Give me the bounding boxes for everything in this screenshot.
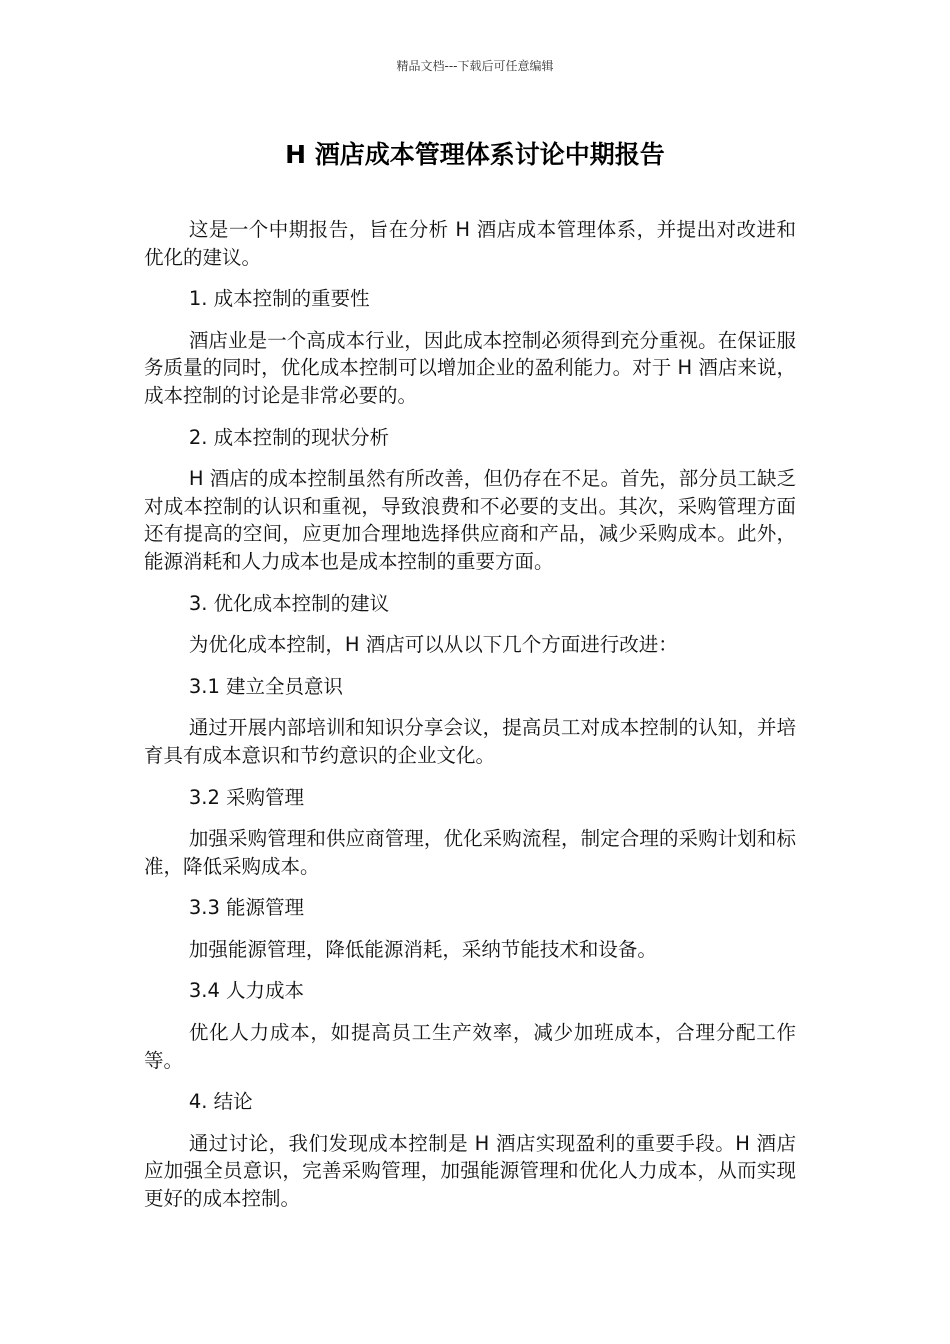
conclusion-paragraph: 通过讨论，我们发现成本控制是 H 酒店实现盈利的重要手段。H 酒店应加强全员意识，完善采购管理，加强能源管理和优化人力成本，从而实现更好的成本控制。 <box>144 1131 796 1211</box>
subsection-heading-3-2: 3.2 采购管理 <box>188 785 305 809</box>
header-watermark: 精品文档---下载后可任意编辑 <box>396 59 554 73</box>
intro-paragraph: 这是一个中期报告，旨在分析 H 酒店成本管理体系，并提出对改进和优化的建议。 <box>144 218 796 269</box>
section-3-paragraph: 为优化成本控制，H 酒店可以从以下几个方面进行改进： <box>188 633 678 657</box>
section-heading-3: 3. 优化成本控制的建议 <box>188 591 390 615</box>
section-heading-1: 1. 成本控制的重要性 <box>188 287 370 311</box>
document-body <box>144 216 796 1227</box>
subsection-heading-3-1: 3.1 建立全员意识 <box>188 674 344 698</box>
section-heading-2: 2. 成本控制的现状分析 <box>188 425 390 449</box>
section-1-paragraph: 酒店业是一个高成本行业，因此成本控制必须得到充分重视。在保证服务质量的同时，优化成本控制可以增加企业的盈利能力。对于 H 酒店来说，成本控制的讨论是非常必要的。 <box>144 328 796 407</box>
subsection-3-1-paragraph: 通过开展内部培训和知识分享会议，提高员工对成本控制的认知，并培育具有成本意识和节约意识的企业文化。 <box>144 716 796 767</box>
subsection-3-3-paragraph: 加强能源管理，降低能源消耗，采纳节能技术和设备。 <box>188 937 657 961</box>
subsection-3-2-paragraph: 加强采购管理和供应商管理，优化采购流程，制定合理的采购计划和标准，降低采购成本。 <box>144 827 796 878</box>
subsection-heading-3-4: 3.4 人力成本 <box>188 979 305 1003</box>
subsection-3-4-paragraph: 优化人力成本，如提高员工生产效率，减少加班成本，合理分配工作等。 <box>144 1021 796 1072</box>
subsection-heading-3-3: 3.3 能源管理 <box>188 896 305 920</box>
section-heading-4: 4. 结论 <box>188 1090 253 1114</box>
section-2-paragraph: H 酒店的成本控制虽然有所改善，但仍存在不足。首先，部分员工缺乏对成本控制的认识和重视，导致浪费和不必要的支出。其次，采购管理方面还有提高的空间，应更加合理地选择供应商和产品，减少采购成本。此外，能源消耗和人力成本也是成本控制的重要方面。 <box>144 467 796 573</box>
document-title: H 酒店成本管理体系讨论中期报告 <box>285 140 665 169</box>
